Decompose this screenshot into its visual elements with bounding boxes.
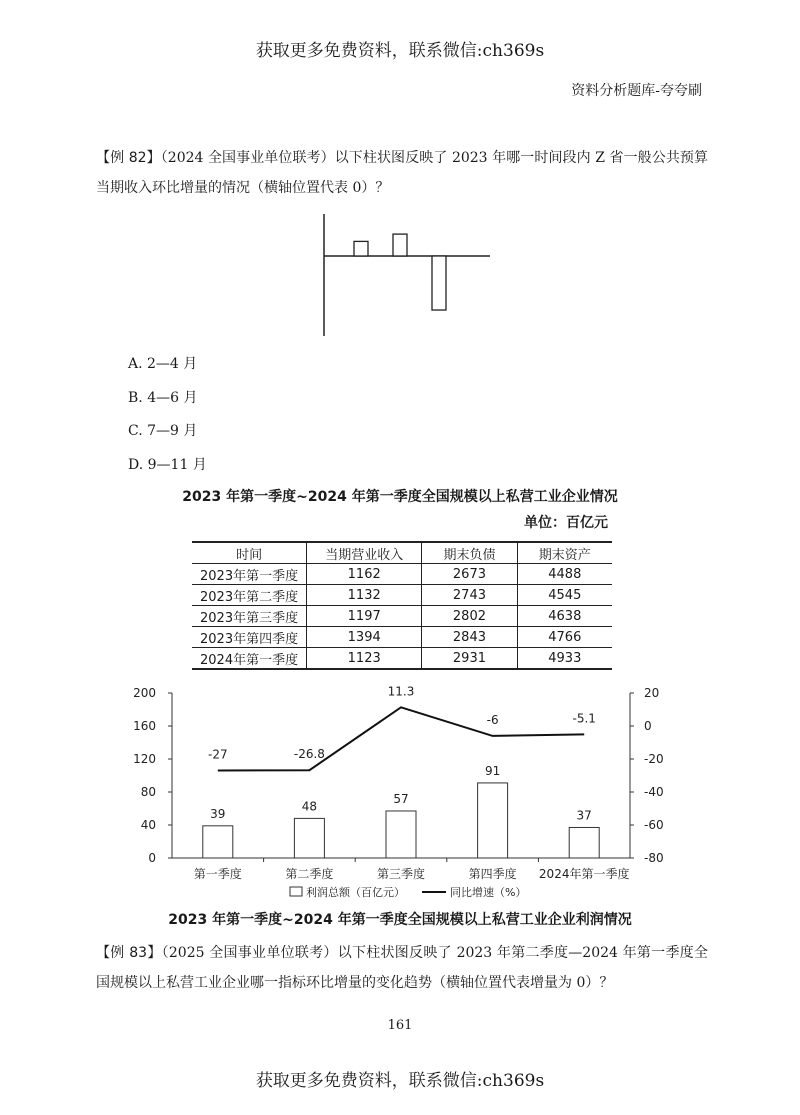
- profit-bar: [203, 826, 233, 858]
- right-tick-label: 0: [644, 719, 652, 733]
- profit-bar: [294, 818, 324, 858]
- x-tick-label: 第三季度: [376, 867, 426, 881]
- right-tick-label: -40: [644, 785, 664, 799]
- table-cell: 2024年第一季度: [192, 648, 307, 670]
- table-cell: 4638: [517, 606, 612, 627]
- growth-rate-label: -27: [207, 747, 228, 762]
- legend-line-label: 同比增速（%）: [450, 886, 527, 899]
- top-banner: 获取更多免费资料，联系微信:ch369s: [255, 41, 545, 61]
- q82-bar-chart: [300, 212, 500, 342]
- left-tick-label: 160: [133, 719, 156, 733]
- left-tick-label: 120: [133, 752, 156, 766]
- table-row: [192, 606, 612, 627]
- growth-rate-label: -26.8: [293, 747, 325, 762]
- header-right-title: 资料分析题库-夸夸刷: [571, 83, 702, 99]
- table-cell: 2023年第二季度: [192, 585, 307, 606]
- profit-bar: [478, 783, 508, 858]
- table-cell: 2023年第三季度: [192, 606, 307, 627]
- profit-bar-label: 57: [393, 791, 409, 806]
- table-cell: 2802: [422, 606, 517, 627]
- table-row: [192, 627, 612, 648]
- option-d[interactable]: D. 9—11 月: [128, 457, 207, 473]
- table-cell: 2023年第一季度: [192, 564, 307, 585]
- table-unit: 单位：百亿元: [524, 515, 608, 531]
- table-cell: 2843: [422, 627, 517, 648]
- enterprise-table: [192, 541, 612, 670]
- option-c[interactable]: C. 7—9 月: [128, 423, 198, 439]
- q82-bar: [432, 256, 446, 310]
- legend-bar-swatch: [290, 887, 302, 896]
- chart-caption: 2023 年第一季度~2024 年第一季度全国规模以上私营工业企业利润情况: [168, 912, 632, 928]
- table-cell: 1162: [307, 564, 422, 585]
- profit-combo-chart: [0, 680, 800, 910]
- table-cell: 1132: [307, 585, 422, 606]
- left-tick-label: 0: [148, 851, 156, 865]
- table-cell: 4545: [517, 585, 612, 606]
- option-a[interactable]: A. 2—4 月: [128, 356, 198, 372]
- table-header-cell: 时间: [192, 542, 307, 564]
- table-cell: 4933: [517, 648, 612, 670]
- table-cell: 2743: [422, 585, 517, 606]
- table-row: [192, 648, 612, 670]
- profit-bar: [386, 811, 416, 858]
- question-83-text: （2025 全国事业单位联考）以下柱状图反映了 2023 年第二季度—2024 年第一季度全国规模以上私营工业企业哪一指标环比增量的变化趋势（横轴位置代表增量为 0）？: [96, 945, 708, 991]
- right-tick-label: -20: [644, 752, 664, 766]
- table-cell: 1197: [307, 606, 422, 627]
- table-cell: 2673: [422, 564, 517, 585]
- page-number: 161: [387, 1018, 413, 1033]
- question-83-label: 【例 83】: [96, 945, 162, 961]
- growth-rate-line: [218, 707, 584, 770]
- table-header-row: [192, 542, 612, 564]
- x-tick-label: 第四季度: [468, 867, 517, 881]
- profit-bar-label: 39: [210, 806, 226, 821]
- table-cell: 2023年第四季度: [192, 627, 307, 648]
- profit-bar: [569, 827, 599, 858]
- profit-bar-label: 91: [484, 763, 501, 778]
- growth-rate-label: -6: [486, 712, 499, 727]
- x-tick-label: 第一季度: [193, 867, 242, 881]
- left-tick-label: 80: [140, 785, 156, 799]
- q82-bar: [354, 241, 368, 256]
- x-tick-label: 2024年第一季度: [538, 867, 630, 881]
- table-row: [192, 585, 612, 606]
- bottom-banner: 获取更多免费资料，联系微信:ch369s: [255, 1071, 545, 1091]
- left-tick-label: 40: [140, 818, 156, 832]
- table-caption: 2023 年第一季度~2024 年第一季度全国规模以上私营工业企业情况: [182, 489, 618, 505]
- table-cell: 1123: [307, 648, 422, 670]
- question-83: [96, 938, 708, 998]
- right-tick-label: -80: [644, 851, 664, 865]
- growth-rate-label: 11.3: [387, 684, 415, 699]
- question-82: [96, 143, 708, 203]
- table-row: [192, 564, 612, 585]
- right-tick-label: 20: [644, 686, 660, 700]
- legend-bar-label: 利润总额（百亿元）: [306, 886, 405, 899]
- question-82-label: 【例 82】: [96, 150, 161, 166]
- option-b[interactable]: B. 4—6 月: [128, 390, 198, 406]
- q82-bar: [393, 234, 407, 256]
- right-tick-label: -60: [644, 818, 664, 832]
- profit-bar-label: 37: [576, 808, 592, 823]
- left-tick-label: 200: [133, 686, 156, 700]
- table-cell: 1394: [307, 627, 422, 648]
- growth-rate-label: -5.1: [572, 711, 596, 726]
- table-cell: 4766: [517, 627, 612, 648]
- table-cell: 2931: [422, 648, 517, 670]
- table-cell: 4488: [517, 564, 612, 585]
- table-header-cell: 当期营业收入: [307, 542, 422, 564]
- table-header-cell: 期末资产: [517, 542, 612, 564]
- profit-bar-label: 48: [301, 799, 318, 814]
- table-header-cell: 期末负债: [422, 542, 517, 564]
- question-82-text: （2024 全国事业单位联考）以下柱状图反映了 2023 年哪一时间段内 Z 省一般公共预算当期收入环比增量的情况（横轴位置代表 0）？: [96, 150, 709, 196]
- x-tick-label: 第二季度: [285, 867, 334, 881]
